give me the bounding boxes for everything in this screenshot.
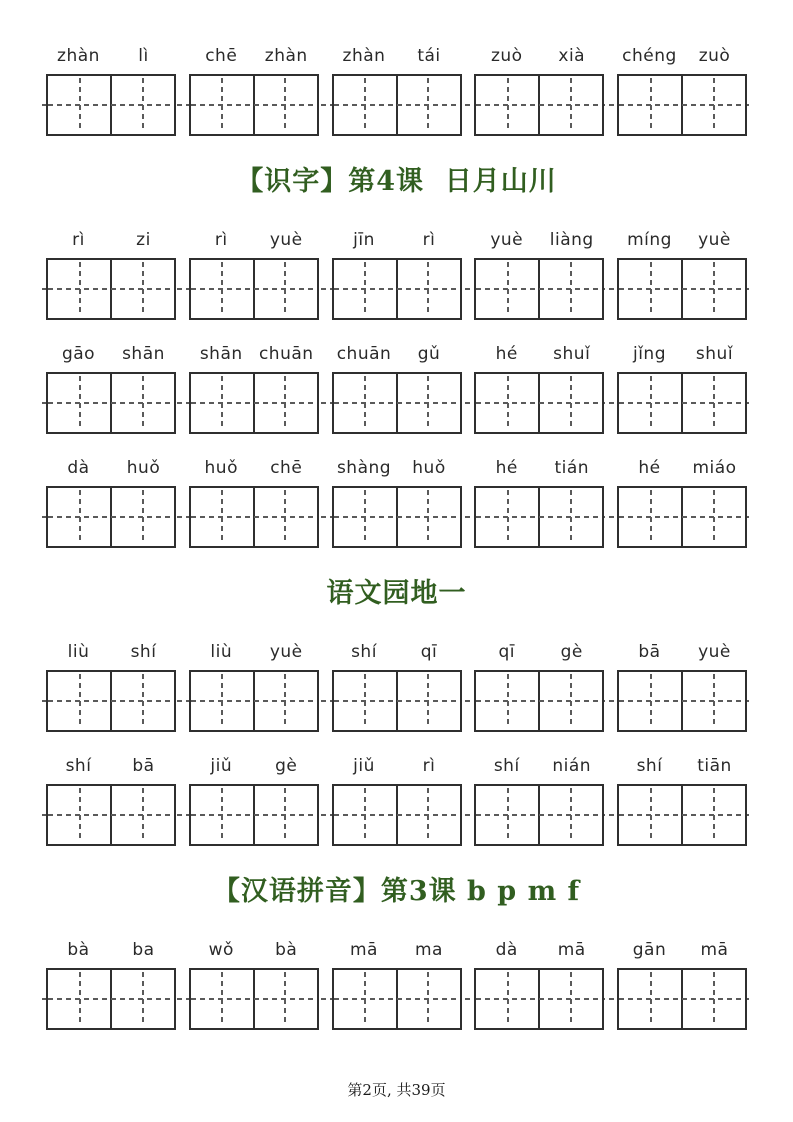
pinyin-label-pair: [617, 754, 747, 778]
word-group: [617, 640, 747, 732]
grid-dashed-horizontal-line: [191, 516, 317, 518]
pinyin-label-pair: [46, 456, 176, 480]
pinyin-label-pair: [474, 44, 604, 68]
word-group: [332, 640, 462, 732]
pinyin-syllable-label: zhàn: [57, 46, 100, 66]
pinyin-syllable-label: qī: [498, 642, 515, 662]
pinyin-syllable-label: zuò: [490, 46, 523, 66]
grid-dashed-horizontal-line: [48, 104, 174, 106]
pinyin-syllable-label: gè: [560, 642, 583, 662]
grid-dashed-horizontal-line: [48, 998, 174, 1000]
pinyin-label-pair: [189, 640, 319, 664]
grid-dashed-horizontal-line: [48, 700, 174, 702]
pinyin-syllable-label: shān: [199, 344, 243, 364]
pinyin-syllable-label: huǒ: [412, 458, 446, 478]
pinyin-syllable-label: liù: [210, 642, 233, 662]
writing-grid: [332, 968, 462, 1030]
grid-dashed-horizontal-line: [334, 402, 460, 404]
word-group: [189, 228, 319, 320]
pinyin-label-pair: [189, 938, 319, 962]
pinyin-syllable-label: gān: [632, 940, 667, 960]
grid-dashed-horizontal-line: [619, 402, 745, 404]
grid-dashed-horizontal-line: [476, 288, 602, 290]
writing-grid: [617, 968, 747, 1030]
writing-grid: [474, 784, 604, 846]
pinyin-word-row: [46, 228, 747, 320]
word-group: [46, 44, 176, 136]
grid-dashed-horizontal-line: [48, 516, 174, 518]
writing-grid: [617, 670, 747, 732]
pinyin-syllable-label: yuè: [698, 230, 731, 250]
word-group: [617, 938, 747, 1030]
pinyin-syllable-label: hé: [638, 458, 661, 478]
pinyin-syllable-label: rì: [72, 230, 85, 250]
pinyin-syllable-label: yuè: [269, 642, 303, 662]
pinyin-label-pair: [332, 456, 462, 480]
word-group: [189, 44, 319, 136]
section-heading: 语文园地一: [326, 578, 467, 609]
word-group: [332, 938, 462, 1030]
pinyin-word-row: [46, 938, 747, 1030]
writing-grid: [46, 258, 176, 320]
word-group: [332, 228, 462, 320]
section-heading: 【识字】第4课 日月山川: [236, 166, 557, 197]
pinyin-syllable-label: bā: [132, 756, 155, 776]
word-group: [189, 456, 319, 548]
word-group: [332, 342, 462, 434]
pinyin-label-pair: [474, 342, 604, 366]
pinyin-word-row: [46, 640, 747, 732]
pinyin-syllable-label: gāo: [61, 344, 96, 364]
pinyin-syllable-label: rì: [214, 230, 228, 250]
page-number-footer: 第2页, 共39页: [347, 1081, 446, 1099]
pinyin-label-pair: [332, 44, 462, 68]
pinyin-word-row: [46, 44, 747, 136]
grid-dashed-horizontal-line: [619, 104, 745, 106]
word-group: [474, 228, 604, 320]
pinyin-label-pair: [617, 640, 747, 664]
pinyin-syllable-label: tiān: [697, 756, 732, 776]
word-group: [474, 456, 604, 548]
pinyin-syllable-label: bà: [67, 940, 90, 960]
pinyin-word-row: [46, 456, 747, 548]
word-group: [332, 44, 462, 136]
word-group: [46, 342, 176, 434]
pinyin-syllable-label: tái: [417, 46, 441, 66]
writing-grid: [474, 258, 604, 320]
worksheet-body: [46, 44, 747, 1030]
pinyin-label-pair: [332, 228, 462, 252]
pinyin-label-pair: [332, 754, 462, 778]
pinyin-label-pair: [617, 44, 747, 68]
pinyin-syllable-label: qī: [420, 642, 438, 662]
pinyin-syllable-label: shí: [636, 756, 663, 776]
pinyin-syllable-label: huǒ: [126, 458, 161, 478]
pinyin-syllable-label: rì: [422, 230, 436, 250]
pinyin-label-pair: [332, 342, 462, 366]
pinyin-syllable-label: gǔ: [417, 344, 441, 364]
grid-dashed-horizontal-line: [476, 700, 602, 702]
writing-grid: [332, 372, 462, 434]
writing-grid: [46, 968, 176, 1030]
pinyin-syllable-label: tián: [554, 458, 590, 478]
grid-dashed-horizontal-line: [191, 402, 317, 404]
grid-dashed-horizontal-line: [48, 402, 174, 404]
pinyin-label-pair: [189, 754, 319, 778]
grid-dashed-horizontal-line: [334, 700, 460, 702]
word-group: [474, 938, 604, 1030]
pinyin-syllable-label: bà: [275, 940, 298, 960]
writing-grid: [46, 74, 176, 136]
grid-dashed-horizontal-line: [334, 998, 460, 1000]
pinyin-syllable-label: jīn: [353, 230, 375, 250]
writing-grid: [189, 670, 319, 732]
pinyin-label-pair: [332, 938, 462, 962]
pinyin-label-pair: [46, 44, 176, 68]
pinyin-label-pair: [474, 938, 604, 962]
grid-dashed-horizontal-line: [334, 288, 460, 290]
pinyin-syllable-label: shí: [65, 756, 92, 776]
grid-dashed-horizontal-line: [191, 700, 317, 702]
grid-dashed-horizontal-line: [334, 516, 460, 518]
writing-grid: [474, 74, 604, 136]
writing-grid: [46, 670, 176, 732]
pinyin-label-pair: [46, 754, 176, 778]
word-group: [617, 228, 747, 320]
word-group: [332, 456, 462, 548]
pinyin-syllable-label: ba: [132, 940, 155, 960]
word-group: [46, 456, 176, 548]
grid-dashed-horizontal-line: [476, 998, 602, 1000]
pinyin-syllable-label: zuò: [698, 46, 731, 66]
writing-grid: [617, 372, 747, 434]
word-group: [474, 342, 604, 434]
writing-grid: [189, 372, 319, 434]
grid-dashed-horizontal-line: [334, 814, 460, 816]
word-group: [474, 640, 604, 732]
writing-grid: [46, 372, 176, 434]
pinyin-syllable-label: shuǐ: [553, 344, 591, 364]
pinyin-syllable-label: zi: [136, 230, 151, 250]
pinyin-word-row: [46, 342, 747, 434]
pinyin-label-pair: [189, 456, 319, 480]
pinyin-syllable-label: bā: [638, 642, 661, 662]
pinyin-syllable-label: jiǔ: [210, 756, 233, 776]
pinyin-syllable-label: shàng: [336, 458, 392, 478]
pinyin-syllable-label: zhàn: [342, 46, 386, 66]
pinyin-syllable-label: rì: [422, 756, 436, 776]
pinyin-syllable-label: shí: [493, 756, 520, 776]
pinyin-syllable-label: huǒ: [204, 458, 238, 478]
pinyin-syllable-label: xià: [558, 46, 586, 66]
word-group: [474, 754, 604, 846]
writing-grid: [332, 74, 462, 136]
pinyin-syllable-label: shí: [351, 642, 377, 662]
writing-grid: [474, 486, 604, 548]
pinyin-syllable-label: jǐng: [632, 344, 666, 364]
word-group: [332, 754, 462, 846]
word-group: [46, 938, 176, 1030]
word-group: [189, 938, 319, 1030]
writing-grid: [332, 486, 462, 548]
grid-dashed-horizontal-line: [476, 402, 602, 404]
pinyin-syllable-label: chuān: [336, 344, 392, 364]
pinyin-label-pair: [332, 640, 462, 664]
pinyin-syllable-label: gè: [275, 756, 298, 776]
writing-grid: [332, 670, 462, 732]
pinyin-syllable-label: chéng: [622, 46, 677, 66]
pinyin-syllable-label: dà: [495, 940, 518, 960]
pinyin-syllable-label: hé: [495, 344, 518, 364]
pinyin-label-pair: [617, 938, 747, 962]
writing-grid: [189, 486, 319, 548]
writing-grid: [474, 968, 604, 1030]
grid-dashed-horizontal-line: [476, 516, 602, 518]
pinyin-label-pair: [617, 456, 747, 480]
pinyin-syllable-label: chuān: [258, 344, 314, 364]
pinyin-syllable-label: zhàn: [264, 46, 308, 66]
writing-grid: [189, 258, 319, 320]
writing-grid: [617, 258, 747, 320]
pinyin-label-pair: [189, 228, 319, 252]
grid-dashed-horizontal-line: [476, 814, 602, 816]
writing-grid: [189, 74, 319, 136]
pinyin-syllable-label: mā: [350, 940, 378, 960]
writing-grid: [46, 784, 176, 846]
pinyin-word-row: [46, 754, 747, 846]
writing-grid: [617, 74, 747, 136]
pinyin-syllable-label: yuè: [269, 230, 303, 250]
grid-dashed-horizontal-line: [191, 104, 317, 106]
pinyin-label-pair: [474, 228, 604, 252]
writing-grid: [474, 372, 604, 434]
pinyin-label-pair: [46, 640, 176, 664]
writing-grid: [617, 486, 747, 548]
grid-dashed-horizontal-line: [48, 288, 174, 290]
pinyin-syllable-label: shān: [122, 344, 165, 364]
writing-grid: [332, 784, 462, 846]
grid-dashed-horizontal-line: [619, 700, 745, 702]
pinyin-label-pair: [617, 342, 747, 366]
writing-grid: [332, 258, 462, 320]
word-group: [46, 228, 176, 320]
pinyin-label-pair: [474, 754, 604, 778]
writing-grid: [474, 670, 604, 732]
word-group: [617, 456, 747, 548]
pinyin-syllable-label: yuè: [698, 642, 731, 662]
pinyin-syllable-label: lì: [138, 46, 149, 66]
word-group: [617, 754, 747, 846]
word-group: [46, 640, 176, 732]
grid-dashed-horizontal-line: [619, 516, 745, 518]
pinyin-syllable-label: ma: [415, 940, 443, 960]
writing-grid: [189, 784, 319, 846]
pinyin-label-pair: [46, 342, 176, 366]
pinyin-syllable-label: jiǔ: [353, 756, 375, 776]
pinyin-label-pair: [474, 456, 604, 480]
grid-dashed-horizontal-line: [191, 814, 317, 816]
word-group: [617, 44, 747, 136]
pinyin-syllable-label: mā: [557, 940, 586, 960]
pinyin-syllable-label: dà: [67, 458, 90, 478]
grid-dashed-horizontal-line: [619, 814, 745, 816]
grid-dashed-horizontal-line: [191, 288, 317, 290]
word-group: [46, 754, 176, 846]
writing-grid: [189, 968, 319, 1030]
writing-grid: [46, 486, 176, 548]
pinyin-syllable-label: shí: [130, 642, 157, 662]
word-group: [474, 44, 604, 136]
pinyin-syllable-label: chē: [205, 46, 238, 66]
pinyin-syllable-label: míng: [627, 230, 672, 250]
pinyin-label-pair: [617, 228, 747, 252]
grid-dashed-horizontal-line: [619, 998, 745, 1000]
pinyin-syllable-label: wǒ: [208, 940, 234, 960]
grid-dashed-horizontal-line: [48, 814, 174, 816]
pinyin-label-pair: [46, 228, 176, 252]
pinyin-syllable-label: liàng: [549, 230, 594, 250]
pinyin-syllable-label: liù: [67, 642, 90, 662]
pinyin-syllable-label: nián: [552, 756, 592, 776]
word-group: [189, 342, 319, 434]
word-group: [189, 754, 319, 846]
pinyin-label-pair: [46, 938, 176, 962]
grid-dashed-horizontal-line: [619, 288, 745, 290]
grid-dashed-horizontal-line: [191, 998, 317, 1000]
pinyin-syllable-label: shuǐ: [695, 344, 734, 364]
pinyin-syllable-label: chē: [270, 458, 303, 478]
pinyin-syllable-label: yuè: [490, 230, 524, 250]
pinyin-label-pair: [189, 44, 319, 68]
pinyin-syllable-label: mā: [700, 940, 729, 960]
grid-dashed-horizontal-line: [334, 104, 460, 106]
pinyin-syllable-label: miáo: [692, 458, 737, 478]
word-group: [189, 640, 319, 732]
pinyin-label-pair: [189, 342, 319, 366]
word-group: [617, 342, 747, 434]
section-heading: 【汉语拼音】第3课 b p m f: [212, 876, 581, 907]
grid-dashed-horizontal-line: [476, 104, 602, 106]
pinyin-syllable-label: hé: [495, 458, 518, 478]
pinyin-label-pair: [474, 640, 604, 664]
writing-grid: [617, 784, 747, 846]
